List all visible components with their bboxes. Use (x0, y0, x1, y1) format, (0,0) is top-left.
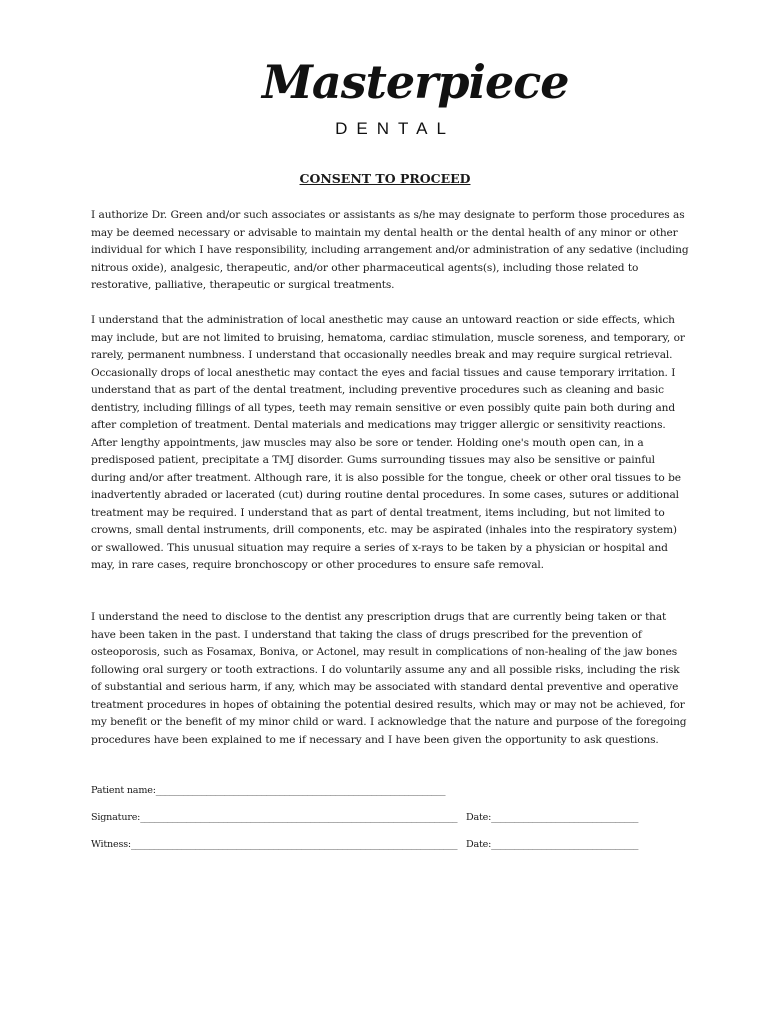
witness-date-field[interactable]: Date:________________________________ (466, 839, 639, 850)
logo-subtitle: DENTAL (335, 119, 455, 138)
document-title: CONSENT TO PROCEED (299, 171, 471, 186)
paragraph-authorization: I authorize Dr. Green and/or such associates or assistants as s/he may designate to perform those procedures as may be deemed necessary or advisable to maintain my dental health or the dental health of any minor or other individual for which I have responsibility, including arrangement and/or administration of any sedative (including nitrous oxide), analgesic, therapeutic, and/or other pharmaceutical agents(s), including those related to restorative, palliative, therapeutic or surgical treatments. (91, 209, 689, 291)
patient-name-field[interactable]: Patient name:_______________________________________________________________ (91, 785, 446, 796)
masterpiece-dental-logo (262, 52, 569, 148)
signature-field[interactable]: Signature:_____________________________________________________________________ (91, 812, 458, 823)
logo-script: Masterpiece (262, 55, 569, 109)
witness-field[interactable]: Witness:_______________________________________________________________________ (91, 839, 458, 850)
paragraph-anesthetic-risks: I understand that the administration of local anesthetic may cause an untoward reaction or side effects, which may include, but are not limited to bruising, hematoma, cardiac stimulation, muscle soreness, and temporary, or rarely, permanent numbness. I understand that occasionally needles break and may require surgical retrieval. Occasionally drops of local anesthetic may contact the eyes and facial tissues and cause temporary irritation. I understand that as part of the dental treatment, including preventive procedures such as cleaning and basic dentistry, including fillings of all types, teeth may remain sensitive or even possibly quite pain both during and after completion of treatment. Dental materials and medications may trigger allergic or sensitivity reactions. After lengthy appointments, jaw muscles may also be sore or tender. Holding one's mouth open can, in a predisposed patient, precipitate a TMJ disorder. Gums surrounding tissues may also be sensitive or painful during and/or after treatment. Although rare, it is also possible for the tongue, cheek or other oral tissues to be inadvertently abraded or lacerated (cut) during routine dental procedures. In some cases, sutures or additional treatment may be required. I understand that as part of dental treatment, items including, but not limited to crowns, small dental instruments, drill components, etc. may be aspirated (inhales into the respiratory system) or swallowed. This unusual situation may require a series of x-rays to be taken by a physician or hospital and may, in rare cases, require bronchoscopy or other procedures to ensure safe removal. (91, 314, 685, 571)
paragraph-prescription-disclosure: I understand the need to disclose to the dentist any prescription drugs that are currently being taken or that have been taken in the past. I understand that taking the class of drugs prescribed for the prevention of osteoporosis, such as Fosamax, Boniva, or Actonel, may result in complications of non-healing of the jaw bones following oral surgery or tooth extractions. I do voluntarily assume any and all possible risks, including the risk of substantial and serious harm, if any, which may be associated with standard dental preventive and operative treatment procedures in hopes of obtaining the potential desired results, which may or may not be achieved, for my benefit or the benefit of my minor child or ward. I acknowledge that the nature and purpose of the foregoing procedures have been explained to me if necessary and I have been given the opportunity to ask questions. (91, 611, 687, 746)
signature-date-field[interactable]: Date:________________________________ (466, 812, 639, 823)
